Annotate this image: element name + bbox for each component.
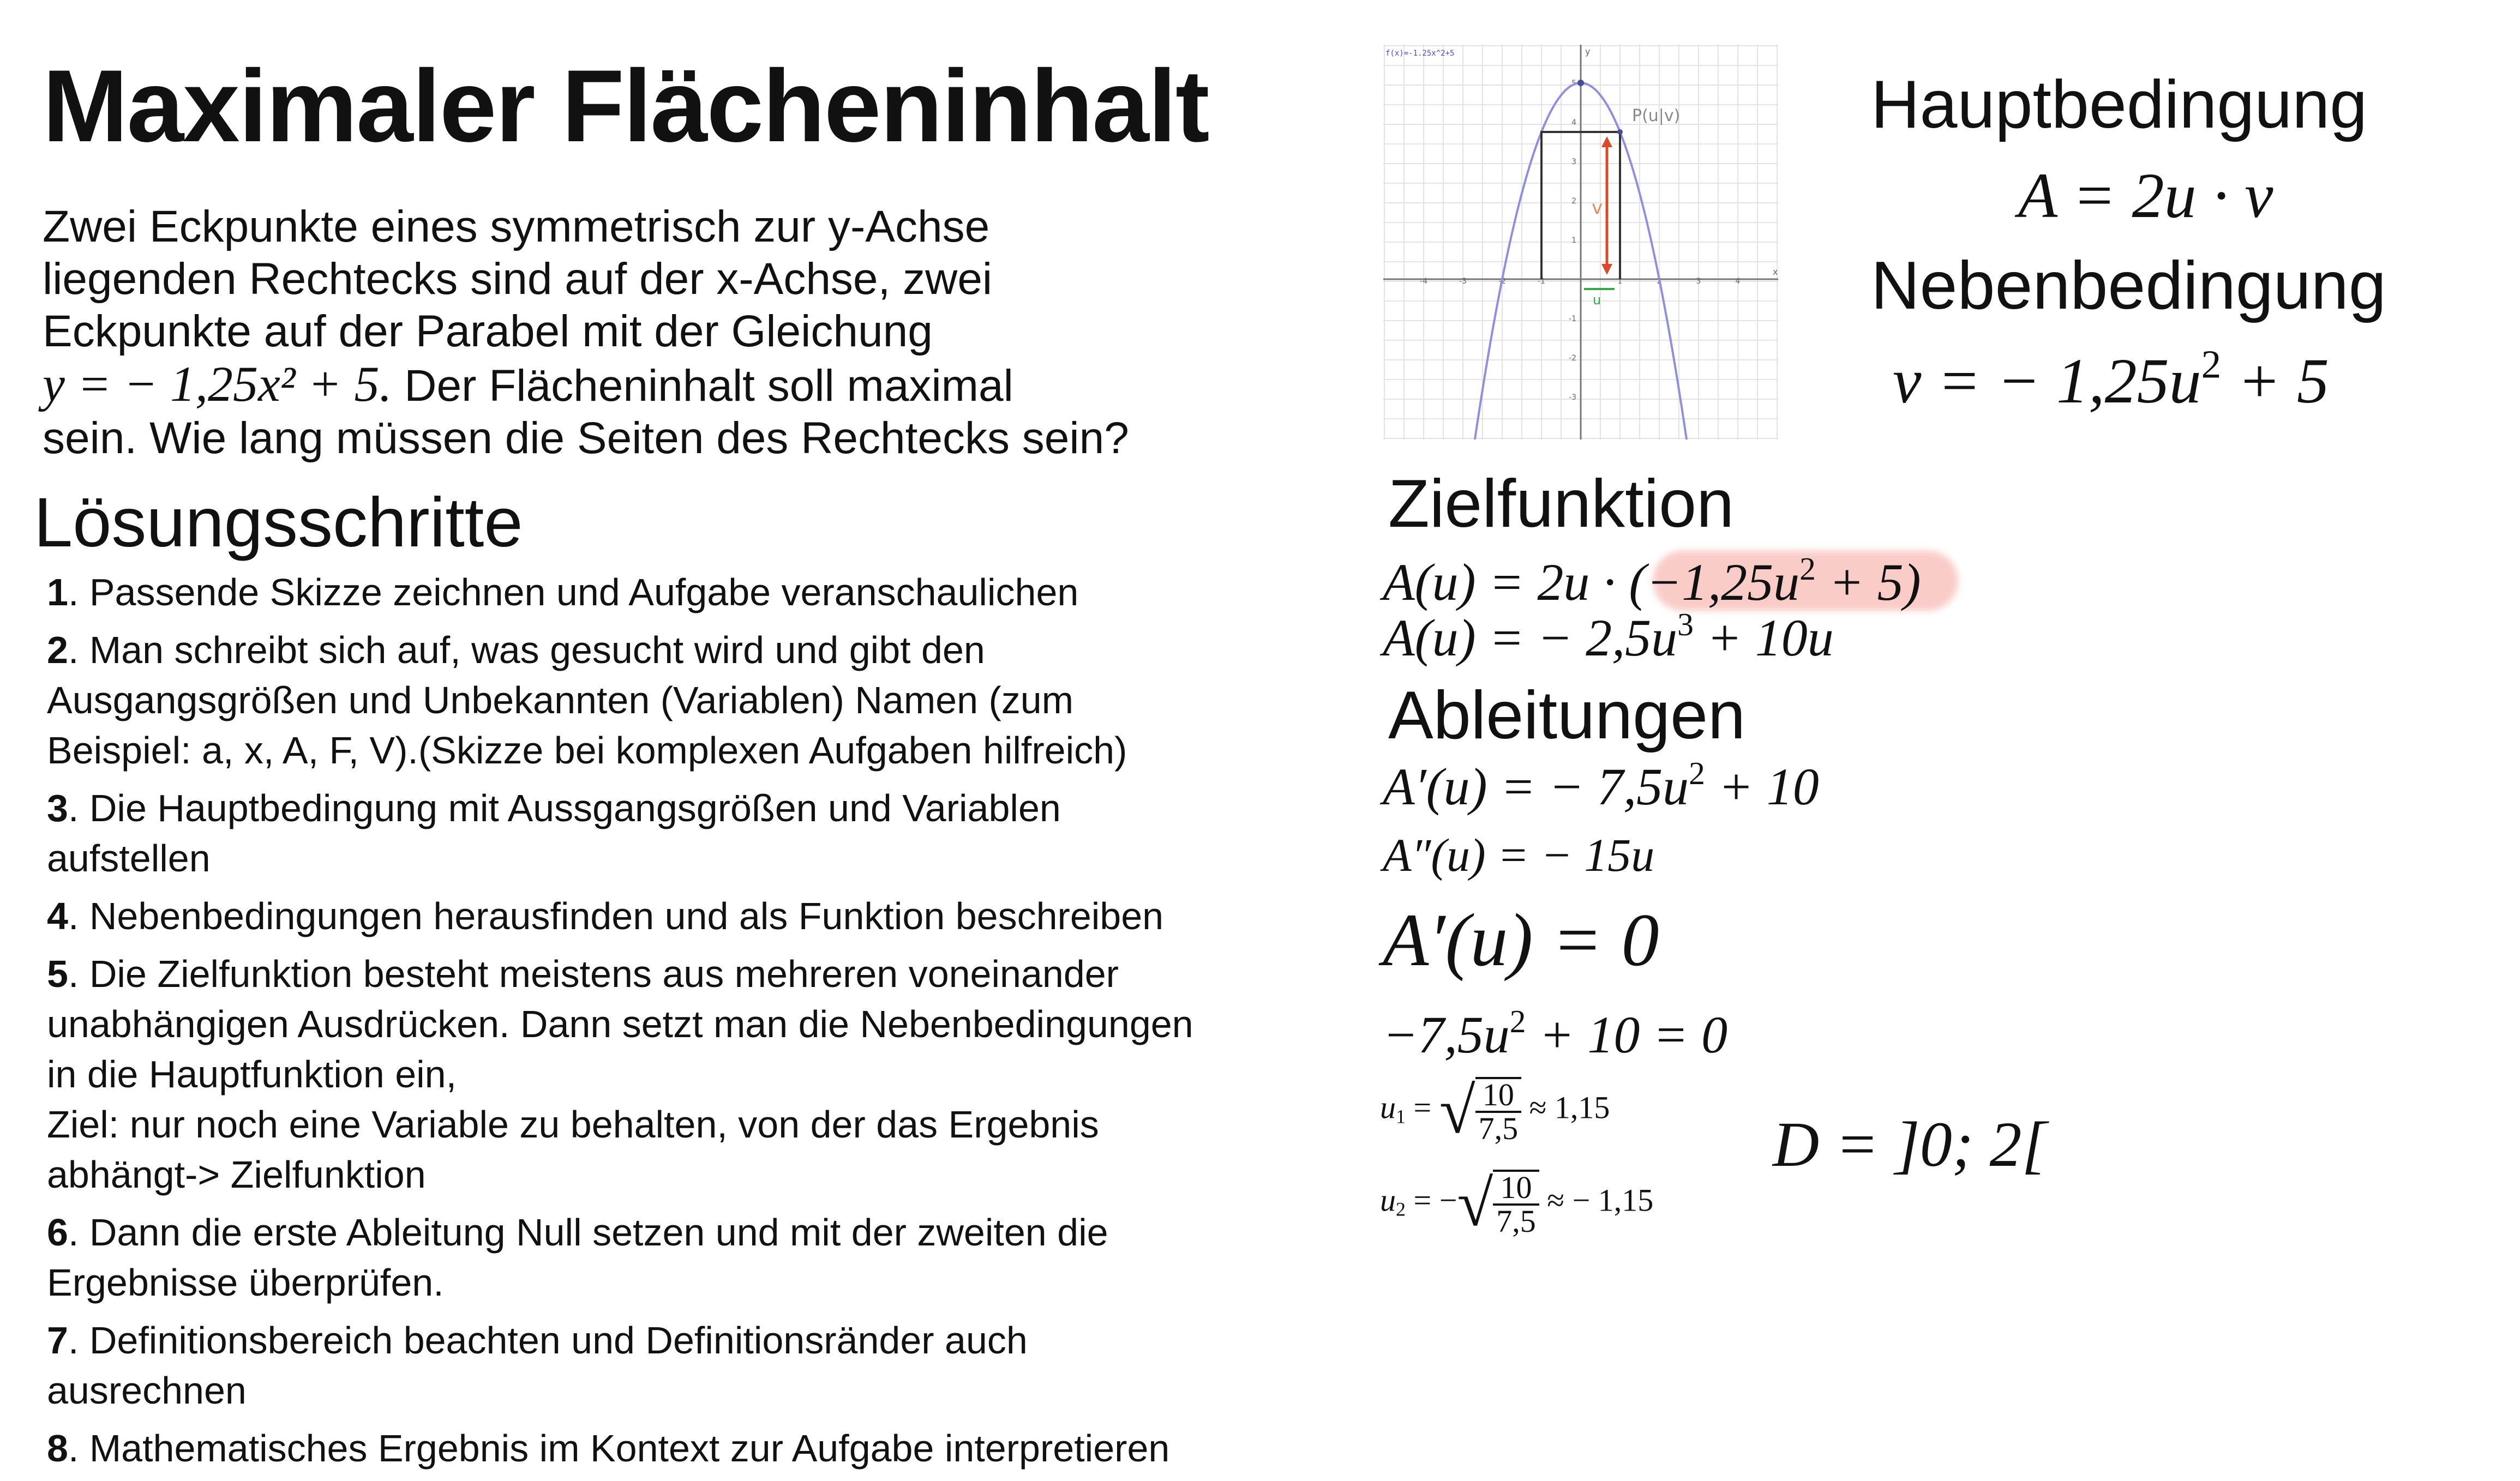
numerator: 10 (1493, 1172, 1539, 1206)
step-line (47, 783, 1345, 833)
y-tick-label: 4 (1571, 118, 1576, 127)
x-tick-label: 2 (1657, 277, 1662, 286)
y-tick-label: -2 (1569, 354, 1576, 363)
eq-part: A(u) = − 2,5u (1383, 609, 1678, 667)
y-tick-label: -3 (1569, 393, 1576, 402)
x-tick-label: 1 (1617, 277, 1623, 286)
domain-definition: D = ]0; 2[ (1773, 1109, 2047, 1180)
step-line (47, 725, 1345, 775)
step-line (47, 675, 1345, 725)
eq-part: + 5 (2221, 345, 2329, 417)
step-text: . Passende Skizze zeichnen und Aufgabe veranschaulichen (68, 571, 1079, 613)
x-tick-label: -1 (1538, 277, 1545, 286)
eq-part: v = − 1,25u (1893, 345, 2201, 417)
eq-part: = − (1405, 1182, 1457, 1218)
eq-part: −7,5u (1383, 1006, 1510, 1064)
task-line (43, 358, 1297, 412)
step-text: . Mathematisches Ergebnis im Kontext zur Aufgabe interpretieren (68, 1427, 1170, 1470)
derivative-zero-condition: A′(u) = 0 (1383, 898, 1659, 982)
v-arrow-head-down (1601, 264, 1612, 275)
approximation: ≈ 1,15 (1521, 1089, 1610, 1125)
task-line: Zwei Eckpunkte eines symmetrisch zur y-Achse (43, 202, 990, 251)
hauptbedingung-equation: A = 2u · v (2018, 160, 2273, 231)
solution-u1 (1380, 1074, 1610, 1147)
x-tick-label: -2 (1498, 277, 1506, 286)
x-axis-label: x (1773, 267, 1778, 277)
step-line (47, 1365, 1345, 1416)
step-text: ausrechnen (47, 1369, 247, 1412)
y-tick-label: 2 (1571, 197, 1576, 206)
step-number: 2 (47, 629, 68, 671)
sqrt-icon: √ (1457, 1167, 1493, 1239)
eq-part: A(u) = 2u · (−1,25u (1383, 553, 1800, 611)
v-arrow-head-up (1601, 136, 1612, 147)
x-tick-label: 3 (1696, 277, 1701, 286)
eq-part: + 10u (1693, 609, 1834, 667)
step-line (47, 1423, 1345, 1473)
step-line (47, 625, 1345, 675)
step-item (47, 891, 1345, 941)
step-text: abhängt-> Zielfunktion (47, 1153, 426, 1196)
eq-part: + 10 = 0 (1526, 1006, 1728, 1064)
step-text: Ergebnisse überprüfen. (47, 1261, 444, 1304)
nebenbedingung-equation: v = − $1,25u^2 + 5$ (1893, 342, 2329, 417)
numerator: 10 (1475, 1079, 1522, 1113)
step-text: Ziel: nur noch eine Variable zu behalten, von der das Ergebnis (47, 1103, 1099, 1146)
step-line (47, 1207, 1345, 1257)
ableitungen-heading: Ableitungen (1388, 678, 1745, 753)
derivative-equation: $-7,5u^2 + 10 = 0$ (1383, 1003, 1728, 1064)
var-index: 2 (1396, 1198, 1406, 1220)
second-derivative: A″(u) = − 15u (1383, 829, 1655, 881)
step-line (47, 1315, 1345, 1365)
eq-part: + 5) (1815, 553, 1921, 611)
task-line: sein. Wie lang müssen die Seiten des Rechtecks sein? (43, 413, 1129, 463)
point-label: P(u|v) (1632, 106, 1681, 125)
steps-heading: Lösungsschritte (34, 484, 523, 562)
step-line (47, 567, 1345, 617)
step-item (47, 1315, 1345, 1416)
step-number: 6 (47, 1211, 68, 1254)
eq-part: + 10 (1705, 757, 1819, 816)
parabola-graph (1383, 45, 1778, 440)
v-label: v (1592, 197, 1603, 219)
solution-u2 (1380, 1167, 1654, 1239)
step-line (47, 999, 1345, 1049)
first-derivative: A′(u) = − $7,5u^2 + 10$ (1383, 755, 1819, 816)
zielfunktion-equation-2: A(u) = − $2,5u^3 + 10u$ (1383, 606, 1834, 667)
y-tick-label: 5 (1571, 79, 1576, 88)
step-number: 3 (47, 787, 68, 829)
task-line: Eckpunkte auf der Parabel mit der Gleichung (43, 306, 933, 356)
step-line (47, 1149, 1345, 1200)
step-line (47, 891, 1345, 941)
u-label: u (1593, 292, 1601, 308)
step-text: . Nebenbedingungen herausfinden und als Funktion beschreiben (68, 895, 1164, 937)
zielfunktion-heading: Zielfunktion (1388, 466, 1735, 541)
y-axis-label: y (1585, 46, 1591, 57)
var: u (1380, 1089, 1396, 1125)
var: u (1380, 1182, 1396, 1218)
step-number: 1 (47, 571, 68, 613)
step-item (47, 783, 1345, 883)
step-item (47, 949, 1345, 1200)
point-p (1617, 129, 1623, 135)
parabola-equation: y = − 1,25x² + 5. (43, 356, 392, 412)
step-text: unabhängigen Ausdrücken. Dann setzt man die Nebenbedingungen (47, 1003, 1193, 1045)
step-item (47, 567, 1345, 617)
step-line (47, 1049, 1345, 1099)
step-number: 5 (47, 953, 68, 995)
step-number: 8 (47, 1427, 68, 1470)
y-tick-label: 1 (1571, 236, 1576, 245)
fraction (1493, 1170, 1539, 1237)
nebenbedingung-heading: Nebenbedingung (1871, 248, 2386, 323)
step-number: 7 (47, 1319, 68, 1362)
steps-list (47, 567, 1345, 1481)
task-line-text: Der Flächeninhalt soll maximal (392, 361, 1013, 411)
step-text: . Definitionsbereich beachten und Definitionsränder auch (68, 1319, 1028, 1362)
step-text: . Dann die erste Ableitung Null setzen und mit der zweiten die (68, 1211, 1108, 1254)
x-tick-label: -3 (1459, 277, 1467, 286)
function-label: f(x)=-1.25x^2+5 (1385, 49, 1455, 58)
var-index: 1 (1396, 1105, 1406, 1128)
fraction (1475, 1077, 1522, 1145)
x-tick-label: 4 (1735, 277, 1741, 286)
step-text: . Die Zielfunktion besteht meistens aus mehreren voneinander (68, 953, 1119, 995)
y-tick-label: 3 (1571, 158, 1576, 166)
task-line: liegenden Rechtecks sind auf der x-Achse, zwei (43, 254, 993, 304)
eq-part: = (1405, 1089, 1439, 1125)
page-title: Maximaler Flächeninhalt (43, 49, 1209, 163)
y-tick-label: -1 (1569, 315, 1576, 323)
step-line (47, 949, 1345, 999)
step-text: Beispiel: a, x, A, F, V).(Skizze bei komplexen Aufgaben hilfreich) (47, 729, 1127, 772)
denominator: 7,5 (1496, 1203, 1536, 1239)
step-number: 4 (47, 895, 68, 937)
step-item (47, 1207, 1345, 1308)
step-item (47, 1423, 1345, 1473)
x-tick-label: -4 (1420, 277, 1427, 286)
sqrt-icon: √ (1439, 1074, 1475, 1147)
step-text: . Die Hauptbedingung mit Aussgangsgrößen und Variablen (68, 787, 1061, 829)
step-text: . Man schreibt sich auf, was gesucht wird und gibt den (68, 629, 985, 671)
step-line (47, 1099, 1345, 1149)
hauptbedingung-heading: Hauptbedingung (1871, 67, 2368, 142)
eq-part: A′(u) = − 7,5u (1383, 757, 1689, 816)
step-text: aufstellen (47, 837, 211, 880)
approximation: ≈ − 1,15 (1539, 1182, 1654, 1218)
task-description (43, 201, 1297, 465)
step-line (47, 833, 1345, 883)
step-item (47, 625, 1345, 775)
step-text: Ausgangsgrößen und Unbekannten (Variablen) Namen (zum (47, 679, 1074, 721)
vertex-point (1577, 80, 1584, 86)
step-line (47, 1257, 1345, 1308)
step-text: in die Hauptfunktion ein, (47, 1053, 457, 1095)
denominator: 7,5 (1478, 1111, 1519, 1146)
zielfunktion-equation-1: $A(u) = 2u \cdot (-1,25u^2 + 5)$ (1383, 551, 1921, 611)
